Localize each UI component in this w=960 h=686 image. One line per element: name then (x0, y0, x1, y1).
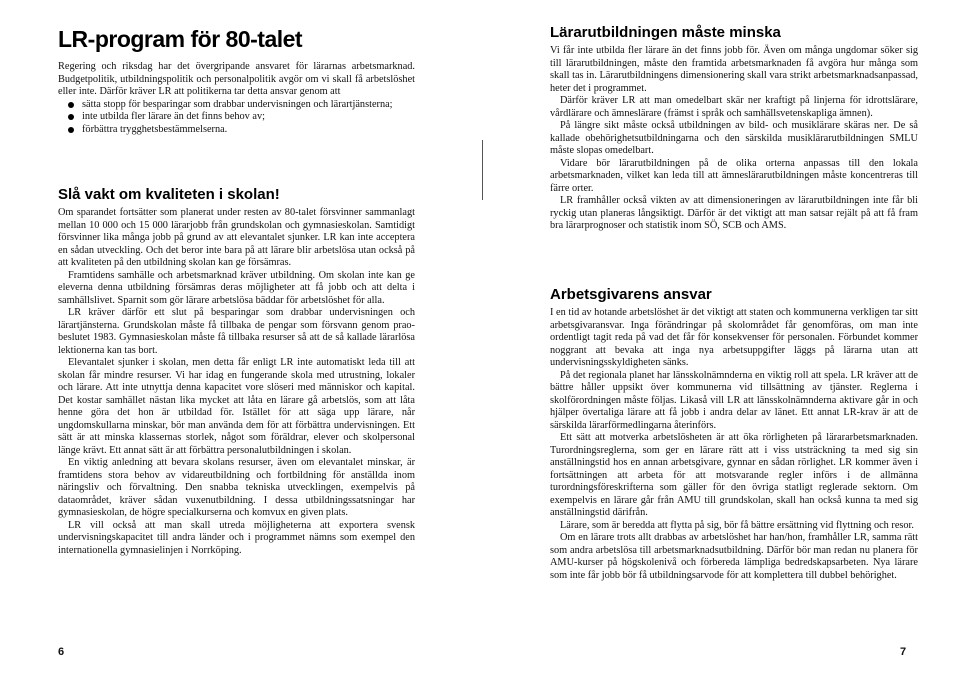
section-body (550, 307, 918, 582)
bullet-item: förbättra trygghetsbestämmelserna. (68, 124, 415, 137)
section-body (550, 45, 918, 233)
intro-text (58, 61, 415, 136)
paragraph: Därför kräver LR att man omedelbart skär ner kraftigt på linjerna för idrottslärare, vårdlärare och ämneslärare (främst i språk och samhällsvetenskapliga ämnen). (550, 95, 918, 119)
bullet-icon (68, 127, 74, 133)
bullet-item: inte utbilda fler lärare än det finns behov av; (68, 111, 415, 124)
paragraph: En viktig anledning att bevara skolans resurser, även om elevantalet minskar, är framtidens stora behov av vidareutbildning och fortbildning för anställda inom näringsliv och förvaltning. Den snabba tekniska utvecklingen, exempelvis på dataområdet, kräver sådan vuxenutbildning. I dessa utbildningssatsningar har gymnasieskolan, de högre specialkurserna och komvux en given plats. (58, 457, 415, 518)
paragraph: I en tid av hotande arbetslöshet är det viktigt att staten och kommunerna verkligen tar sitt arbetsgivaransvar. Inga förändringar på skolområdet får genomföras, om man inte ordentligt tagit reda på vad det får för konsekvenser för personalen. Förbundet kommer noggrant att bevaka att inga nya arbetsuppgifter läggs på lärarna utan att undervisningsskyldigheten sänks. (550, 307, 918, 368)
page-title: LR-program för 80-talet (58, 26, 303, 52)
bullet-item: sätta stopp för besparingar som drabbar undervisningen och lärartjänsterna; (68, 99, 415, 112)
paragraph: Lärare, som är beredda att flytta på sig, bör få bättre ersättning vid flyttning och resor. (560, 519, 914, 531)
bullet-icon (68, 114, 74, 120)
paragraph: LR kräver därför ett slut på besparingar som drabbar undervisningen och lärartjänsterna. Grundskolan måste få tillbaka de pengar som försvann genom prao-beslutet 1983. Gymnasieskolan måste få tillbaka resurser så att de så kallade lärarlösa lektionerna kan tas bort. (58, 307, 415, 356)
quality-section (58, 186, 415, 557)
paragraph: Elevantalet sjunker i skolan, men detta får enligt LR inte automatiskt leda till att skolan får mindre resurser. Vi har idag en fungerande skola med utrustning, lokaler och lärare. Att inte utnyttja denna kapacitet vore slöseri med människor och kapital. Det kostar samhället nästan lika mycket att låta en lärare gå arbetslös, som att låta henne göra det hon är utbildad för. Istället för att säga upp lärare, når ungdomskullarna minskar, bör man använda dem för att förbättra undervisningen. Ett sätt är att minska klassernas storlek, något som föräldrar, elever och skolpersonal länge krävt. Ett annat sätt är att förbättra personalutbildningen i skolan. (58, 357, 415, 456)
paragraph: LR framhåller också vikten av att dimensioneringen av lärarutbildningen inte får bli ryckig utan planeras långsiktigt. Därför är det viktigt att man satsar rejält på att få fram bra lärarprognoser och statistik inom SÖ, SCB och AMS. (550, 195, 918, 231)
bullet-list (58, 99, 415, 137)
paragraph: Vidare bör lärarutbildningen på de olika orterna anpassas till den lokala arbetsmarknaden, vilket kan leda till att ämneslärarutbildningen måste koncentreras till färre orter. (550, 157, 918, 194)
right-page (480, 0, 960, 686)
section-title: Lärarutbildningen måste minska (550, 24, 781, 41)
section-title: Arbetsgivarens ansvar (550, 286, 712, 303)
paragraph: På längre sikt måste också utbildningen av bild- och musiklärare skäras ner. De så kallade obehörighetsutbildningarna och den särskilda musiklärarutbildningen SMLU måste slopas omedelbart. (550, 120, 918, 156)
page-number: 6 (58, 646, 65, 658)
paragraph: Framtidens samhälle och arbetsmarknad kräver utbildning. Om skolan inte kan ge eleverna denna utbildning försämras deras möjligheter att få jobb och att delta i samhällslivet. Sparnit som gör lärare arbetslösa bäddar för arbetslöshet för alla. (58, 269, 415, 306)
paragraph: På det regionala planet har länsskolnämnderna en viktig roll att spela. LR kräver att de bättre håller uppsikt över kommunerna vid tillsättning av tjänster. Reglerna i skolförordningen måste följas. Likaså vill LR att länsskolnämnderna aktivare går in och hjälper övertaliga lärare att få jobb i andra delar av länet. Ett annat LR-krav är att de särskilda lärarförmedlingarna återinförs. (550, 369, 918, 431)
employer-section (550, 286, 918, 582)
section-body (58, 207, 415, 557)
bullet-icon (68, 102, 74, 108)
scan-mark (482, 140, 483, 200)
left-column (58, 26, 415, 136)
page-number: 7 (900, 646, 907, 658)
section-title: Slå vakt om kvaliteten i skolan! (58, 186, 280, 203)
intro-paragraph: Regering och riksdag har det övergripande ansvaret för lärarnas arbetsmarknad. Budgetpolitik, utbildningspolitik och personalpolitik avgör om vi skall få arbetslöshet eller inte. Därför kräver LR att politikerna tar detta ansvar genom att (58, 61, 415, 97)
paragraph: Vi får inte utbilda fler lärare än det finns jobb för. Även om många ungdomar söker sig till lärarutbildningen, måste den framtida arbetsmarknaden få avgöra hur många som skall tas in. Lärarutbildningens dimensionering skall vara strikt arbetsmarknadsanpassad, heter det i programmet. (550, 45, 918, 94)
paragraph: LR vill också att man skall utreda möjligheterna att exportera svensk undervisningskapacitet till andra länder och i programmet nämns som exempel den internationella gymnasielinjen i Norrköping. (58, 519, 415, 556)
paragraph: Ett sätt att motverka arbetslösheten är att öka rörligheten på lärararbetsmarknaden. Turordningsreglerna, som ger en lärare rätt att i viss utsträckning ta med sig sin anställningstid hos en annan arbetsgivare, gynnar en sådan rörlighet. LR kommer även i fortsättningen att arbeta för att motsvarande regler införs i de allmänna turordningsföreskrifterna som gäller för den övriga statligt reglerade sektorn. Om exempelvis en lärare går från AMU till grundskolan, skall han också kunna ta med sig anställningstid därifrån. (550, 432, 918, 518)
paragraph: Om sparandet fortsätter som planerat under resten av 80-talet försvinner sammanlagt mellan 10 000 och 15 000 lärarjobb från grundskolan och gymnasieskolan. Samtidigt försvinner lika många jobb på grund av att elevantalet sjunker. LR kan inte acceptera en sådan utveckling. Och det beror inte bara på att lärare blir arbetslösa utan också på att kvaliteten på den utbildning skolan kan ge försämras. (58, 207, 415, 268)
paragraph: Om en lärare trots allt drabbas av arbetslöshet har han/hon, framhåller LR, samma rätt som andra arbetslösa till arbetsmarknadsutbildning. Därför bör man redan nu planera för AMU-kurser på högskolenivå och förbereda lämpliga bedredskapsarbeten. Nya lärare som inte får jobb bör få utbildningsarvode för att komplettera till dubbel behörighet. (550, 532, 918, 581)
teacher-education-section (550, 24, 918, 233)
